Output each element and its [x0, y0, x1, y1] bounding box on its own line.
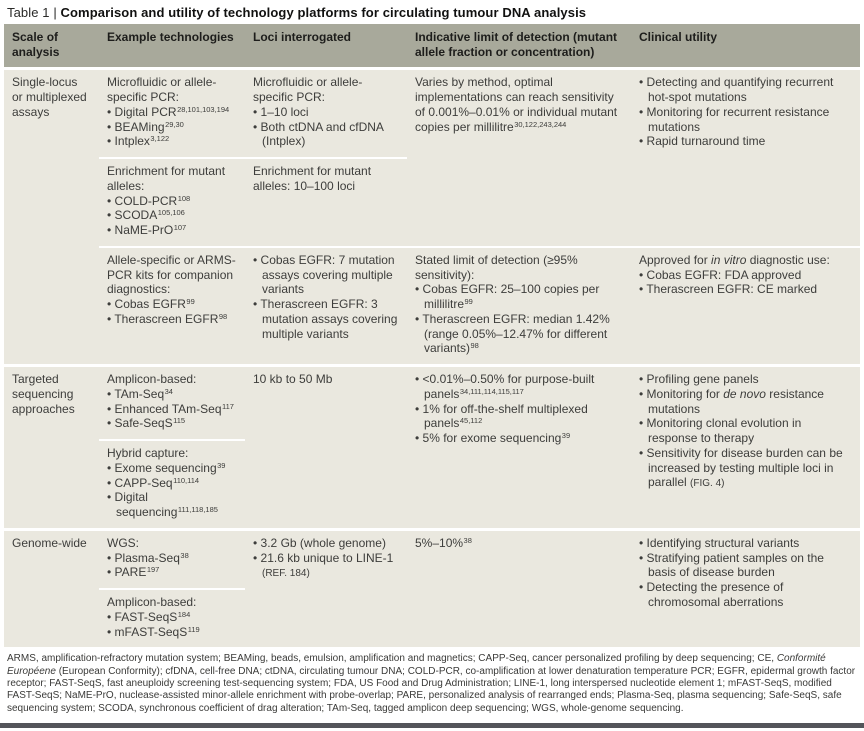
bullet-item: • Cobas EGFR: 25–100 copies per millilitre$^{99}$: [415, 282, 600, 311]
cell-text: Microfluidic or allele-specific PCR:: [107, 75, 217, 104]
reference-superscript: 99: [464, 297, 473, 306]
bullet-item: • SCODA$^{105,106}$: [107, 208, 185, 223]
cell-technologies: [99, 440, 245, 529]
bullet-item: • <0.01%–0.50% for purpose-built panels$^{34,111,114,115,117}$: [415, 372, 595, 401]
bullet-item: • Identifying structural variants: [639, 535, 800, 550]
reference-superscript: 29,30: [165, 119, 184, 129]
bullet-item: • COLD-PCR$^{108}$: [107, 193, 191, 208]
table-row: [4, 529, 860, 589]
bullet-item: • 1% for off-the-shelf multiplexed panels$^{45,112}$: [415, 401, 588, 431]
cell-scale: [4, 69, 99, 366]
reference-superscript: 28,101,103,194: [177, 104, 230, 114]
cell-text: Stated limit of detection (≥95% sensitivity):: [415, 252, 578, 282]
reference-superscript: 111,118,185: [177, 505, 218, 514]
cell-lod: [407, 529, 631, 647]
data-table: [4, 24, 860, 647]
bullet-item: • Monitoring clonal evolution in response to therapy: [639, 416, 802, 445]
table-row: [4, 69, 860, 158]
reference-superscript: 39: [217, 460, 226, 470]
cell-utility: [631, 366, 860, 530]
cell-text: Varies by method, optimal implementations can reach sensitivity of 0.001%–0.01% or individual mutant copies per millilitre$^{30,122,243,244}$: [415, 75, 618, 134]
reference-superscript: 98: [218, 311, 228, 321]
cell-scale: [4, 366, 99, 530]
bullet-item: • Detecting and quantifying recurrent hot-spot mutations: [639, 75, 834, 104]
footnote-text: Conformité Européene: [7, 653, 826, 677]
bullet-item: • Detecting the presence of chromosomal aberrations: [639, 580, 784, 609]
cell-text: 5%–10%$^{38}$: [415, 535, 472, 550]
bullet-item: • Safe-SeqS$^{115}$: [107, 416, 186, 431]
bullet-item: • Therascreen EGFR: median 1.42% (range 0.05%–12.47% for different variants)$^{98}$: [415, 311, 610, 356]
cell-utility: [631, 529, 860, 647]
bullet-item: • CAPP-Seq$^{110,114}$: [107, 475, 200, 490]
reference-superscript: 108: [177, 193, 191, 203]
reference-superscript: 119: [187, 624, 200, 634]
reference-superscript: 99: [186, 297, 195, 306]
reference-superscript: 98: [470, 341, 479, 351]
cell-lod: [407, 69, 631, 247]
bullet-item: • Monitoring for recurrent resistance mutations: [639, 104, 830, 134]
cell-technologies: [99, 366, 245, 441]
column-header-0: Scale of analysis: [4, 24, 99, 69]
reference-superscript: 34: [164, 386, 173, 396]
cell-lod: [407, 366, 631, 530]
reference-superscript: 38: [180, 550, 189, 560]
reference-superscript: 184: [177, 609, 191, 619]
bullet-item: • FAST-SeqS$^{184}$: [107, 609, 191, 624]
table-row: [4, 366, 860, 441]
column-header-2: Loci interrogated: [245, 24, 407, 69]
column-header-1: Example technologies: [99, 24, 245, 69]
cell-scale: [4, 529, 99, 647]
bullet-item: • Cobas EGFR: 7 mutation assays covering multiple variants: [253, 252, 395, 297]
cell-utility: [631, 247, 860, 366]
reference-superscript: 38: [463, 535, 472, 545]
bullet-item: • 3.2 Gb (whole genome): [253, 535, 386, 550]
bullet-item: • Digital sequencing$^{111,118,185}$: [107, 490, 218, 519]
cell-text: WGS:: [107, 535, 139, 550]
cell-lod: [407, 247, 631, 366]
column-header-4: Clinical utility: [631, 24, 860, 69]
bullet-item: • 21.6 kb unique to LINE-1 (REF. 184): [253, 550, 394, 580]
footnote-text: ARMS, amplification-refractory mutation system; BEAMing, beads, emulsion, amplification and magnetics; CAPP-Seq, cancer personalized profiling by deep sequencing; CE,: [7, 653, 777, 665]
bullet-item: • Cobas EGFR: FDA approved: [639, 267, 802, 282]
cell-loci: [245, 366, 407, 530]
bullet-item: • Enhanced TAm-Seq$^{117}$: [107, 401, 234, 416]
table-row: [4, 247, 860, 366]
bullet-item: • Therascreen EGFR: 3 mutation assays covering multiple variants: [253, 297, 398, 341]
cell-text: Allele-specific or ARMS-PCR kits for companion diagnostics:: [107, 252, 236, 297]
bullet-item: • Digital PCR$^{28,101,103,194}$: [107, 104, 230, 119]
reference-superscript: 34,111,114,115,117: [459, 386, 524, 396]
bullet-item: • Both ctDNA and cfDNA (Intplex): [253, 119, 384, 149]
bullet-item: • Therascreen EGFR: CE marked: [639, 282, 818, 297]
reference-superscript: 45,112: [459, 416, 483, 426]
bullet-item: • Therascreen EGFR$^{98}$: [107, 311, 228, 326]
reference-superscript: 197: [146, 565, 160, 575]
cell-technologies: [99, 247, 245, 366]
cell-text: Hybrid capture:: [107, 446, 189, 460]
cell-loci: [245, 247, 407, 366]
bullet-item: • TAm-Seq$^{34}$: [107, 386, 173, 401]
bullet-item: • Profiling gene panels: [639, 372, 759, 386]
table-header-row: [4, 24, 860, 69]
bullet-item: • Monitoring for de novo resistance mutations: [639, 386, 824, 416]
cell-loci: [245, 529, 407, 647]
bullet-item: • Plasma-Seq$^{38}$: [107, 550, 189, 565]
bullet-item: • 1–10 loci: [253, 104, 309, 119]
bullet-item: • 5% for exome sequencing$^{39}$: [415, 431, 571, 445]
cell-text: Microfluidic or allele-specific PCR:: [253, 75, 363, 104]
cell-text: Amplicon-based:: [107, 372, 197, 386]
cell-utility: [631, 69, 860, 247]
cell-technologies: [99, 589, 245, 647]
bullet-item: • mFAST-SeqS$^{119}$: [107, 624, 200, 639]
reference-superscript: 110,114: [173, 475, 200, 485]
footnote-text: (European Conformity); cfDNA, cell-free DNA; ctDNA, circulating tumour DNA; COLD-PCR, co-amplification at lower denaturation temperature PCR; EGFR, epidermal growth factor receptor; FAST-SeqS, fast aneuploidy screening test-sequencing system; FDA, US Food and Drug Administration; LINE-1, long interspersed nucleotide element 1; mFAST-SeqS, modified FAST-SeqS; NaME-PrO, nuclease-assisted minor-allele enrichment with probe-overlap; PARE, personalized analysis of rearranged ends; Plasma-Seq, plasma sequencing; Safe-SeqS, safe sequencing system; SCODA, synchronous coefficient of drag alteration; TAm-Seq, tagged amplicon deep sequencing; WGS, whole-genome sequencing.: [7, 665, 856, 714]
reference-superscript: 105,106: [157, 208, 185, 218]
bullet-item: • Stratifying patient samples on the basis of disease burden: [639, 550, 824, 580]
bullet-item: • PARE$^{197}$: [107, 565, 160, 580]
cell-text: Targeted sequencing approaches: [12, 372, 75, 416]
reference-superscript: 30,122,243,244: [514, 119, 567, 129]
cell-loci: [245, 69, 407, 158]
cell-text: Genome-wide: [12, 535, 87, 550]
table-title-text: Comparison and utility of technology platforms for circulating tumour DNA analysis: [60, 5, 587, 20]
cell-text: Amplicon-based:: [107, 595, 197, 609]
cell-text: Enrichment for mutant alleles:: [107, 164, 226, 193]
cell-text: Approved for in vitro diagnostic use:: [639, 252, 830, 267]
bullet-item: • BEAMing$^{29,30}$: [107, 119, 184, 134]
cell-technologies: [99, 529, 245, 589]
reference-superscript: 117: [222, 401, 234, 411]
bullet-item: • Cobas EGFR$^{99}$: [107, 297, 195, 311]
cell-text: 10 kb to 50 Mb: [253, 372, 333, 386]
reference-superscript: 115: [173, 416, 186, 426]
cell-text: Enrichment for mutant alleles: 10–100 loci: [253, 164, 372, 193]
reference-superscript: 3,122: [150, 134, 170, 144]
column-header-3: Indicative limit of detection (mutant allele fraction or concentration): [407, 24, 631, 69]
cell-technologies: [99, 69, 245, 158]
bullet-item: • Sensitivity for disease burden can be increased by testing multiple loci in parallel (FIG. 4): [639, 445, 843, 490]
cell-technologies: [99, 158, 245, 247]
bullet-item: • Intplex$^{3,122}$: [107, 134, 170, 149]
table-title: [4, 0, 860, 24]
bullet-item: • NaME-PrO$^{107}$: [107, 223, 187, 237]
bullet-item: • Exome sequencing$^{39}$: [107, 460, 226, 475]
reference-superscript: 107: [173, 223, 187, 232]
bottom-rule: [0, 723, 864, 728]
bullet-item: • Rapid turnaround time: [639, 134, 766, 149]
table-footnote: [4, 647, 860, 722]
cell-loci: [245, 158, 407, 247]
cell-text: Single-locus or multiplexed assays: [12, 75, 87, 119]
reference-superscript: 39: [561, 431, 571, 440]
table-number: Table 1 |: [7, 5, 61, 20]
